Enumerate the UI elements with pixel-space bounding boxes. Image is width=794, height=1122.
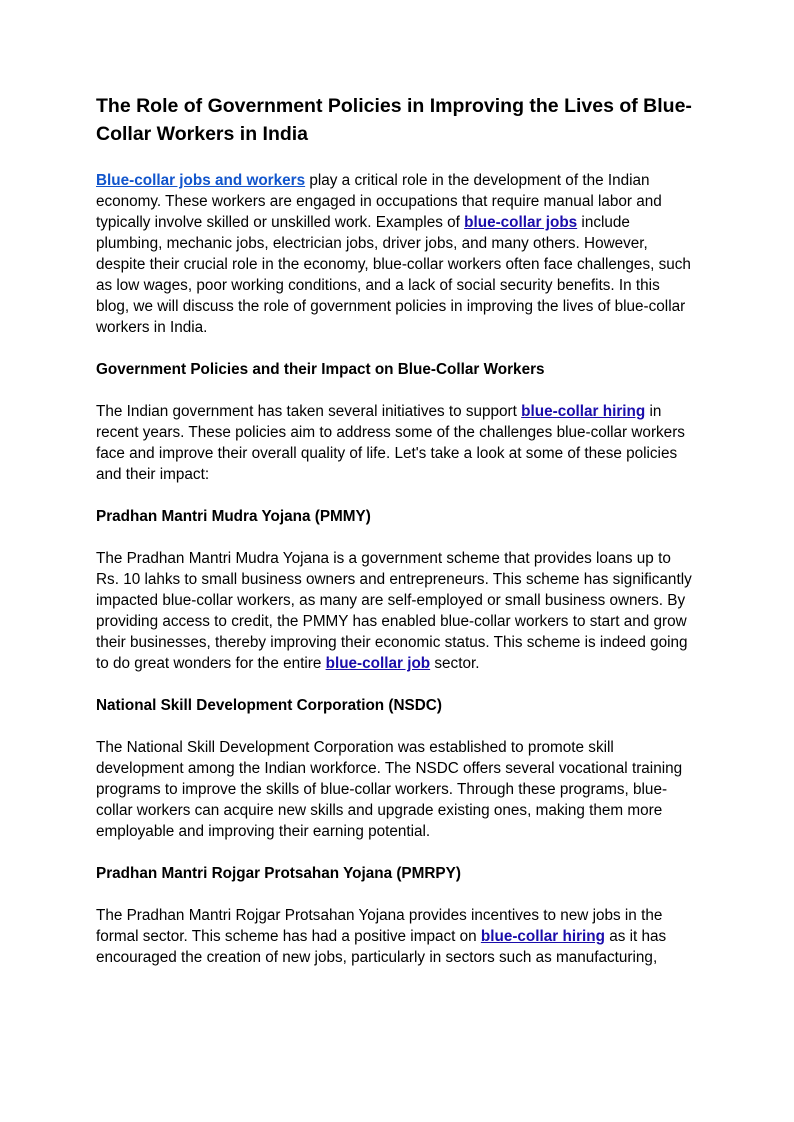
pmmy-text-1: The Pradhan Mantri Mudra Yojana is a government scheme that provides loans up to Rs. 10 lahks to small business owners and entrepreneurs. This scheme has significantly impacted blue-collar workers, as many are self-employed or small business owners. By providing access to credit, the PMMY has enabled blue-collar workers to start and grow their businesses, thereby improving their economic status. This scheme is indeed going to do great wonders for the entire <box>96 550 692 672</box>
pmrpy-paragraph <box>96 905 696 968</box>
blue-collar-jobs-and-workers-link[interactable]: Blue-collar jobs and workers <box>96 172 306 189</box>
pmrpy-text-2: as it has encouraged the creation of new jobs, particularly in sectors such as manufacturing, <box>96 928 667 966</box>
pmrpy-heading: Pradhan Mantri Rojgar Protsahan Yojana (PMRPY) <box>96 865 461 882</box>
document-page <box>96 92 696 968</box>
pmrpy-text-1: The Pradhan Mantri Rojgar Protsahan Yojana provides incentives to new jobs in the formal sector. This scheme has had a positive impact on <box>96 907 663 945</box>
pmmy-text-2: sector. <box>430 655 480 672</box>
blue-collar-hiring-link[interactable]: blue-collar hiring <box>521 403 646 420</box>
intro-text-2: include plumbing, mechanic jobs, electrician jobs, driver jobs, and many others. However, despite their crucial role in the economy, blue-collar workers often face challenges, such as low wages, poor working conditions, and a lack of social security benefits. In this blog, we will discuss the role of government policies in improving the lives of blue-collar workers in India. <box>96 214 691 336</box>
policies-heading: Government Policies and their Impact on Blue-Collar Workers <box>96 361 545 378</box>
nsdc-paragraph: The National Skill Development Corporation was established to promote skill development among the Indian workforce. The NSDC offers several vocational training programs to improve the skills of blue-collar workers. Through these programs, blue-collar workers can acquire new skills and upgrade existing ones, making them more employable and improving their earning potential. <box>96 739 683 840</box>
blue-collar-job-link[interactable]: blue-collar job <box>325 655 431 672</box>
intro-paragraph <box>96 170 696 338</box>
nsdc-heading: National Skill Development Corporation (NSDC) <box>96 697 442 714</box>
blue-collar-hiring-link-2[interactable]: blue-collar hiring <box>480 928 605 945</box>
policies-text-1: The Indian government has taken several initiatives to support <box>96 403 522 420</box>
page-title: The Role of Government Policies in Improving the Lives of Blue-Collar Workers in India <box>96 95 692 145</box>
pmmy-paragraph <box>96 548 696 674</box>
blue-collar-jobs-link[interactable]: blue-collar jobs <box>464 214 578 231</box>
pmmy-heading: Pradhan Mantri Mudra Yojana (PMMY) <box>96 508 371 525</box>
intro-text-1: play a critical role in the development of the Indian economy. These workers are engaged in occupations that require manual labor and typically involve skilled or unskilled work. Examples of <box>96 172 662 231</box>
policies-text-2: in recent years. These policies aim to address some of the challenges blue-collar workers face and improve their overall quality of life. Let's take a look at some of these policies and their impact: <box>96 403 685 483</box>
policies-paragraph <box>96 401 696 485</box>
